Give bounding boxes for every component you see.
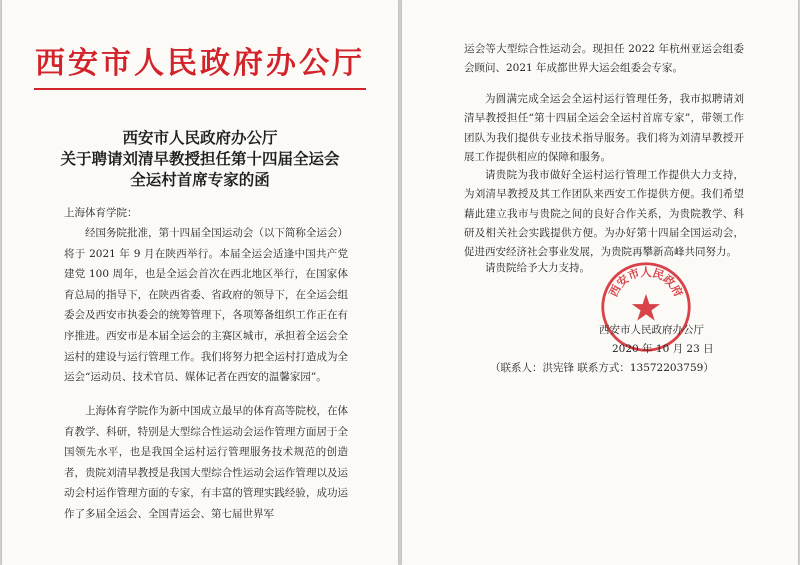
document-title-line-2: 关于聘请刘清早教授担任第十四届全运会 [60,149,340,168]
official-seal-stamp [599,260,693,354]
body-paragraph-continued: 运会等大型综合性运动会。现担任 2022 年杭州亚运会组委会顾问、2021 年成都世界大运会组委会专家。 [464,43,744,75]
body-paragraph-4: 请贵院为我市做好全运村运行管理工作提供大力支持，为刘清早教授及其工作团队来西安工作提供方便。我们希望藉此建立我市与贵院之间的良好合作关系，为贵院教学、科研及相关社会实践提供方便。为办好第十四届全国运动会，促进西安经济社会事业发展，为贵院再攀新高峰共同努力。 [464,169,744,259]
seal-star-icon [632,294,660,321]
contact-info: （联系人：洪宪锋 联系方式：13572203759） [490,362,714,374]
signature-date: 2020 年 10 月 23 日 [612,343,714,355]
document-title-line-1: 西安市人民政府办公厅 [122,128,278,147]
letter-page-2 [402,0,798,565]
body-paragraph-5: 请贵院给予大力支持。 [485,262,590,274]
salutation: 上海体育学院： [64,207,138,219]
letterhead-red-rule [34,88,366,90]
body-paragraph-1: 经国务院批准，第十四届全国运动会（以下简称全运会）将于 2021 年 9 月在陕西举行。本届全运会适逢中国共产党建党 100 周年，也是全运会首次在西北地区举行，在国家体育总局的指导下，在陕西省委、省政府的领导下，在全运会组委会及西安市执委会的统筹管理下，各项筹备组织工作正在有序推进。西安市是本届全运会的主赛区城市，承担着全运会全运村的建设与运行管理工作。我们将努力把全运村打造成为全运会“运动员、技术官员、媒体记者在西安的温馨家园”。 [64,227,348,384]
seal-text: 西安市人民政府 [606,264,686,300]
letter-page-1 [2,0,398,565]
signature-organization: 西安市人民政府办公厅 [599,324,704,336]
body-paragraph-3: 为圆满完成全运会全运村运行管理任务，我市拟聘请刘清早教授担任“第十四届全运会全运村首席专家”，带领工作团队为我们提供专业技术指导服务。我们将为刘清早教授开展工作提供相应的保障和服务。 [464,93,744,163]
document-title-line-3: 全运村首席专家的函 [130,170,270,189]
letterhead-title: 西安市人民政府办公厅 [35,46,365,81]
body-paragraph-2: 上海体育学院作为新中国成立最早的体育高等院校，在体育教学、科研，特别是大型综合性运动会运作管理方面居于全国领先水平，也是我国全运村运行管理服务技术规范的创造者，贵院刘清早教授是我国大型综合性运动会运作管理以及运动会村运作管理方面的专家，有丰富的管理实践经验，成功运作了多届全运会、全国青运会、第七届世界军 [64,405,348,520]
